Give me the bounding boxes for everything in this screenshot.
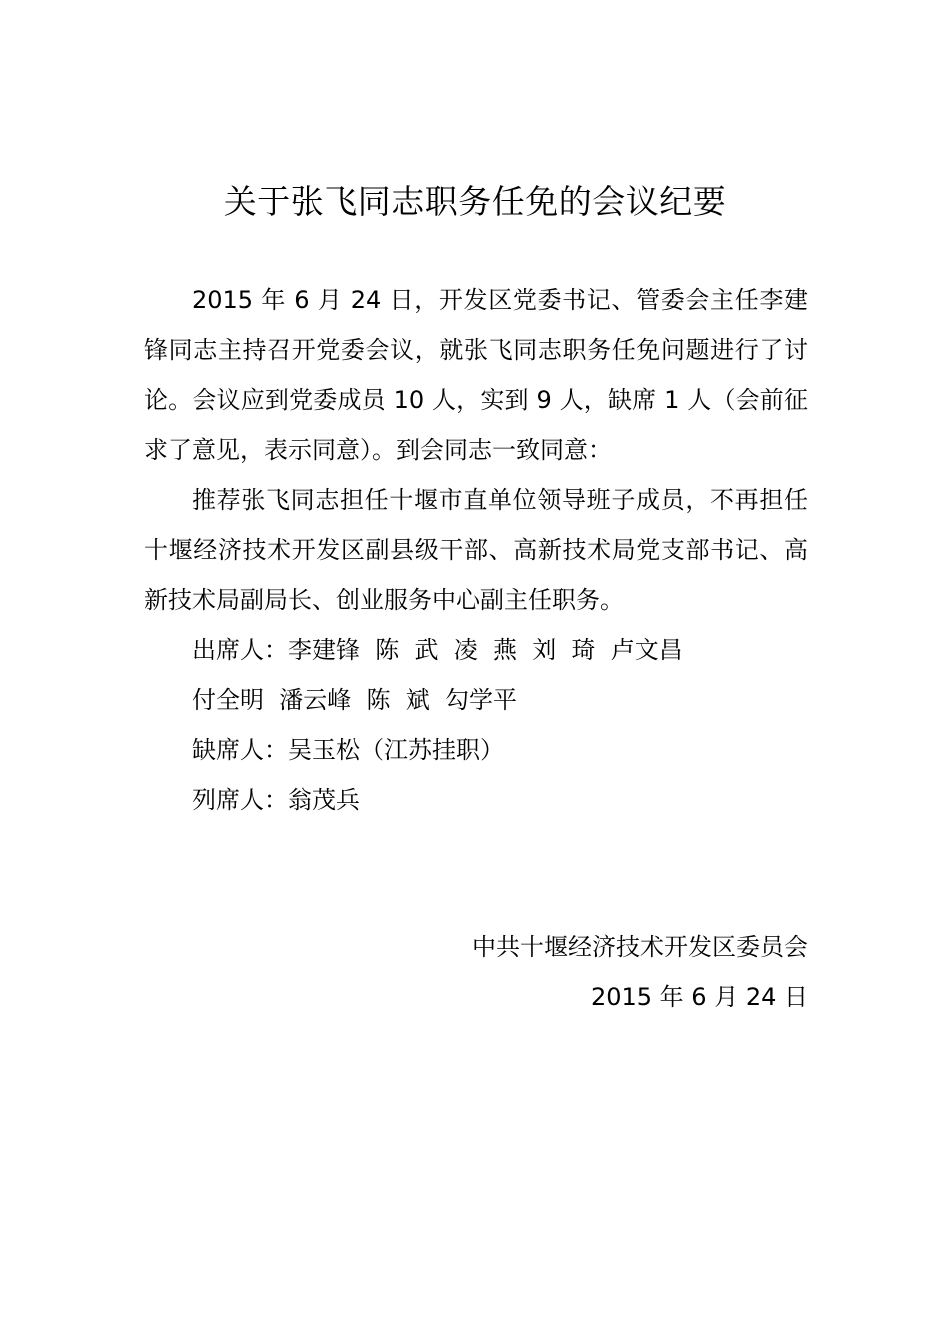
signature-block (472, 922, 808, 1022)
document-body (144, 275, 808, 825)
attendance-observer: 列席人：翁茂兵 (192, 786, 360, 814)
attendance-absent: 缺席人：吴玉松（江苏挂职） (192, 736, 504, 764)
signature-date: 2015 年 6 月 24 日 (590, 983, 808, 1011)
document-title: 关于张飞同志职务任免的会议纪要 (223, 182, 727, 221)
paragraph-meeting-summary: 2015 年 6 月 24 日，开发区党委书记、管委会主任李建锋同志主持召开党委会议，就张飞同志职务任免问题进行了讨论。会议应到党委成员 10 人，实到 9 人，缺席 1 人（会前征求了意见，表示同意）。到会同志一致同意： (144, 286, 808, 464)
attendance-present-line-1: 出席人：李建锋 陈 武 凌 燕 刘 琦 卢文昌 (192, 636, 683, 664)
paragraph-decision: 推荐张飞同志担任十堰市直单位领导班子成员，不再担任十堰经济技术开发区副县级干部、高新技术局党支部书记、高新技术局副局长、创业服务中心副主任职务。 (144, 486, 808, 614)
signature-organization: 中共十堰经济技术开发区委员会 (472, 933, 808, 961)
attendance-present-line-2: 付全明 潘云峰 陈 斌 勾学平 (192, 686, 518, 714)
